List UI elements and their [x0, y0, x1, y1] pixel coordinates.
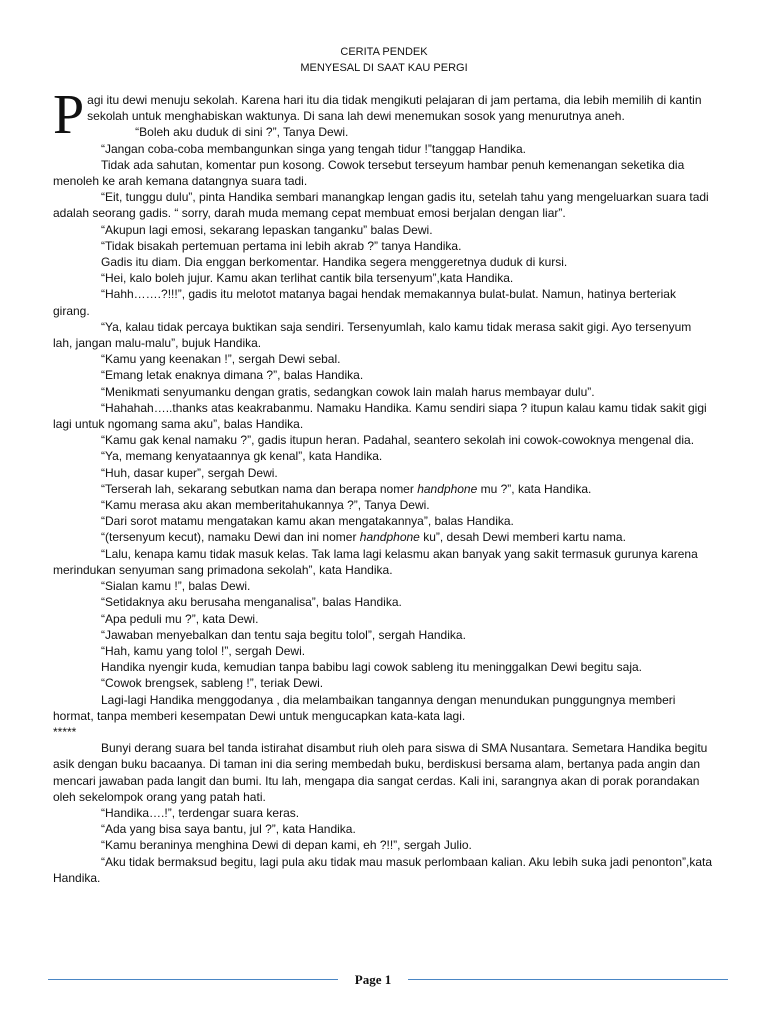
paragraph-handphone: “Terserah lah, sekarang sebutkan nama dan berapa nomer handphone mu ?”, kata Handika.: [101, 481, 592, 496]
story-body: [53, 84, 713, 886]
title-line-2: MENYESAL DI SAAT KAU PERGI: [300, 62, 468, 74]
drop-cap: P: [53, 84, 85, 146]
title-line-1: CERITA PENDEK: [340, 46, 428, 58]
paragraph: “Apa peduli mu ?”, kata Dewi.: [101, 611, 259, 626]
page-number: Page 1: [354, 972, 392, 987]
paragraph: “Tidak bisakah pertemuan pertama ini lebih akrab ?” tanya Handika.: [101, 238, 462, 253]
paragraph: “Jawaban menyebalkan dan tentu saja begitu tolol”, sergah Handika.: [101, 627, 466, 642]
paragraph: “Hei, kalo boleh jujur. Kamu akan terlihat cantik bila tersenyum”,kata Handika.: [101, 271, 514, 286]
section-separator: *****: [53, 724, 77, 739]
page-footer: [48, 972, 728, 988]
paragraph: “Jangan coba-coba membangunkan singa yang tengah tidur !”tanggap Handika.: [101, 141, 526, 156]
paragraph: Lagi-lagi Handika menggodanya , dia melambaikan tangannya dengan menundukan punggungnya memberi hormat, tanpa memberi kesempatan Dewi untuk mengucapkan kata-kata lagi.: [53, 692, 676, 723]
first-paragraph-text: agi itu dewi menuju sekolah. Karena hari itu dia tidak mengikuti pelajaran di jam pertama, dia lebih memilih di kantin sekolah untuk menghabiskan waktunya. Di sana lah dewi menemukan sosok yang menurutnya aneh.: [87, 93, 702, 124]
paragraph: “Kamu merasa aku akan memberitahukannya ?”, Tanya Dewi.: [101, 498, 430, 513]
title-block: [0, 44, 768, 76]
paragraph: “Eit, tunggu dulu”, pinta Handika sembari manangkap lengan gadis itu, setelah tahu yang mengeluarkan suara tadi adalah seorang gadis. “ sorry, darah muda memang cepat membuat emosi berjalan dengan liar”.: [53, 190, 709, 221]
paragraph: “Kamu yang keenakan !”, sergah Dewi sebal.: [101, 352, 341, 367]
italic-word: handphone: [359, 530, 420, 545]
paragraph: “Akupun lagi emosi, sekarang lepaskan tanganku” balas Dewi.: [101, 222, 433, 237]
paragraph: “Kamu beraninya menghina Dewi di depan kami, eh ?!!”, sergah Julio.: [101, 838, 472, 853]
paragraph: “Hahahah…..thanks atas keakrabanmu. Namaku Handika. Kamu sendiri siapa ? itupun kalau kamu tidak sakit gigi lagi untuk ngomang sama aku”, balas Handika.: [53, 400, 707, 432]
paragraph: “Boleh aku duduk di sini ?”, Tanya Dewi.: [135, 125, 349, 140]
footer-rule-left: [48, 979, 338, 980]
paragraph: “Lalu, kenapa kamu tidak masuk kelas. Tak lama lagi kelasmu akan banyak yang sakit termasuk gurunya karena merindukan senyuman sang primadona sekolah”, kata Handika.: [53, 546, 698, 577]
paragraph: “Aku tidak bermaksud begitu, lagi pula aku tidak mau masuk perlombaan kalian. Aku lebih suka jadi penonton”,kata Handika.: [53, 854, 713, 885]
paragraph: Gadis itu diam. Dia enggan berkomentar. Handika segera menggeretnya duduk di kursi.: [101, 255, 568, 270]
paragraph: “Hah, kamu yang tolol !”, sergah Dewi.: [101, 643, 306, 658]
paragraph: “Sialan kamu !”, balas Dewi.: [101, 579, 251, 594]
paragraph: “Cowok brengsek, sableng !”, teriak Dewi.: [101, 676, 324, 691]
paragraph: Bunyi derang suara bel tanda istirahat disambut riuh oleh para siswa di SMA Nusantara. Semetara Handika begitu asik dengan buku bacaanya. Di taman ini dia sering membedah buku, berdiskusi bersama alam, bertanya pada angin dan mencari jawaban pada langit dan bumi. Itu lah, mengapa dia sangat cerdas. Kali ini, sarangnya akan di porak porandakan oleh sekelompok orang yang patah hati.: [53, 741, 708, 804]
paragraph: “Setidaknya aku berusaha menganalisa”, balas Handika.: [101, 595, 402, 610]
paragraph: “Dari sorot matamu mengatakan kamu akan mengatakannya”, balas Handika.: [101, 514, 514, 529]
italic-word: handphone: [417, 481, 478, 496]
paragraph: “Ya, memang kenyataannya gk kenal”, kata Handika.: [101, 449, 383, 464]
footer-rule-right: [408, 979, 728, 980]
paragraph: Tidak ada sahutan, komentar pun kosong. Cowok tersebut terseyum hambar penuh kemenangan seketika dia menoleh ke arah kemana datangnya suara tadi.: [53, 157, 685, 189]
paragraph: “Menikmati senyumanku dengan gratis, sedangkan cowok lain malah harus membayar dulu”.: [101, 384, 595, 399]
paragraph: “Ya, kalau tidak percaya buktikan saja sendiri. Tersenyumlah, kalo kamu tidak merasa sakit gigi. Ayo tersenyum lah, jangan malu-malu”, bujuk Handika.: [53, 319, 692, 351]
paragraph: “Ada yang bisa saya bantu, jul ?”, kata Handika.: [101, 822, 356, 837]
paragraph: “Hahh…….?!!!”, gadis itu melotot matanya bagai hendak memakannya bulat-bulat. Namun, hatinya berteriak girang.: [53, 287, 676, 318]
paragraph: “Emang letak enaknya dimana ?”, balas Handika.: [101, 368, 364, 383]
paragraph: “Kamu gak kenal namaku ?”, gadis itupun heran. Padahal, seantero sekolah ini cowok-cowoknya mengenal dia.: [101, 433, 695, 448]
paragraph-handphone: “(tersenyum kecut), namaku Dewi dan ini nomer handphone ku”, desah Dewi memberi kartu nama.: [101, 530, 626, 545]
paragraph: “Handika….!”, terdengar suara keras.: [101, 805, 300, 820]
paragraph: “Huh, dasar kuper”, sergah Dewi.: [101, 465, 278, 480]
paragraph: Handika nyengir kuda, kemudian tanpa babibu lagi cowok sableng itu meninggalkan Dewi begitu saja.: [101, 660, 643, 675]
